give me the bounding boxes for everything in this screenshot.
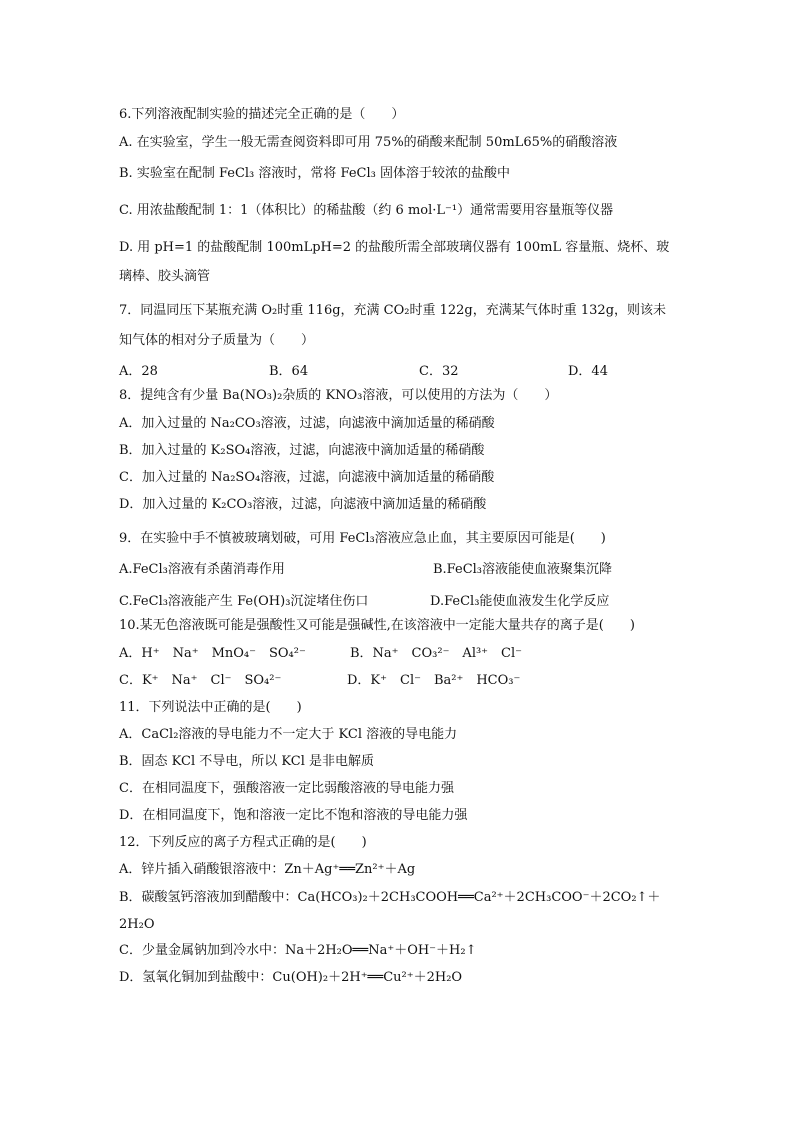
- q12-option-b-line1: B．碳酸氢钙溶液加到醋酸中：Ca(HCO₃)₂＋2CH₃COOH══Ca²⁺＋2CH₃COO⁻＋2CO₂↑＋: [119, 890, 661, 905]
- q8-option-c: C．加入过量的 Na₂SO₄溶液，过滤，向滤液中滴加适量的稀硝酸: [119, 470, 495, 485]
- q7-stem-line1: 7．同温同压下某瓶充满 O₂时重 116g，充满 CO₂时重 122g，充满某气体时重 132g，则该未: [119, 303, 667, 318]
- q7-option-b: B．64: [269, 364, 309, 379]
- q9-option-c: C.FeCl₃溶液能产生 Fe(OH)₃沉淀堵住伤口: [119, 594, 369, 609]
- q10-option-b: B．Na⁺ CO₃²⁻ Al³⁺ Cl⁻: [350, 646, 523, 661]
- q12-option-d: D．氢氧化铜加到盐酸中：Cu(OH)₂＋2H⁺══Cu²⁺＋2H₂O: [119, 970, 463, 985]
- q8-stem: 8．提纯含有少量 Ba(NO₃)₂杂质的 KNO₃溶液，可以使用的方法为（ ）: [119, 388, 558, 403]
- q10-option-c: C．K⁺ Na⁺ Cl⁻ SO₄²⁻: [119, 673, 282, 688]
- q11-option-c: C．在相同温度下，强酸溶液一定比弱酸溶液的导电能力强: [119, 781, 454, 796]
- q6-option-d-line1: D. 用 pH=1 的盐酸配制 100mLpH=2 的盐酸所需全部玻璃仪器有 100mL 容量瓶、烧杯、玻: [119, 240, 670, 255]
- q11-stem: 11．下列说法中正确的是( ): [119, 700, 302, 715]
- q10-stem: 10.某无色溶液既可能是强酸性又可能是强碱性,在该溶液中一定能大量共存的离子是( ): [119, 618, 635, 633]
- q10-option-d: D．K⁺ Cl⁻ Ba²⁺ HCO₃⁻: [347, 673, 521, 688]
- q6-option-c: C. 用浓盐酸配制 1：1（体积比）的稀盐酸（约 6 mol·L⁻¹）通常需要用容量瓶等仪器: [119, 203, 614, 218]
- q7-option-c: C．32: [419, 364, 459, 379]
- q9-option-b: B.FeCl₃溶液能使血液聚集沉降: [433, 562, 613, 577]
- q6-option-d-line2: 璃棒、胶头滴管: [119, 269, 211, 284]
- q12-option-b-line2: 2H₂O: [119, 917, 155, 932]
- q6-option-b: B. 实验室在配制 FeCl₃ 溶液时，常将 FeCl₃ 固体溶于较浓的盐酸中: [119, 166, 510, 181]
- q8-option-a: A．加入过量的 Na₂CO₃溶液，过滤，向滤液中滴加适量的稀硝酸: [119, 416, 495, 431]
- q11-option-d: D．在相同温度下，饱和溶液一定比不饱和溶液的导电能力强: [119, 808, 468, 823]
- q10-option-a: A．H⁺ Na⁺ MnO₄⁻ SO₄²⁻: [119, 646, 306, 661]
- q9-option-d: D.FeCl₃能使血液发生化学反应: [430, 594, 610, 609]
- q12-option-c: C．少量金属钠加到冷水中：Na＋2H₂O══Na⁺＋OH⁻＋H₂↑: [119, 943, 477, 958]
- q9-stem: 9．在实验中手不慎被玻璃划破，可用 FeCl₃溶液应急止血，其主要原因可能是( ): [119, 531, 606, 546]
- q7-stem-line2: 知气体的相对分子质量为（ ）: [119, 333, 315, 348]
- q7-option-d: D．44: [568, 364, 608, 379]
- q6-option-a: A. 在实验室，学生一般无需查阅资料即可用 75%的硝酸来配制 50mL65%的硝酸溶液: [119, 135, 618, 150]
- q11-option-b: B．固态 KCl 不导电，所以 KCl 是非电解质: [119, 754, 375, 769]
- q7-option-a: A．28: [119, 364, 158, 379]
- q12-option-a: A．锌片插入硝酸银溶液中：Zn＋Ag⁺══Zn²⁺＋Ag: [119, 862, 416, 877]
- q6-stem: 6.下列溶液配制实验的描述完全正确的是（ ）: [119, 107, 405, 122]
- q8-option-d: D．加入过量的 K₂CO₃溶液，过滤，向滤液中滴加适量的稀硝酸: [119, 497, 487, 512]
- q11-option-a: A．CaCl₂溶液的导电能力不一定大于 KCl 溶液的导电能力: [119, 727, 458, 742]
- q12-stem: 12．下列反应的离子方程式正确的是( ): [119, 835, 367, 850]
- q8-option-b: B．加入过量的 K₂SO₄溶液，过滤，向滤液中滴加适量的稀硝酸: [119, 443, 485, 458]
- q9-option-a: A.FeCl₃溶液有杀菌消毒作用: [119, 562, 285, 577]
